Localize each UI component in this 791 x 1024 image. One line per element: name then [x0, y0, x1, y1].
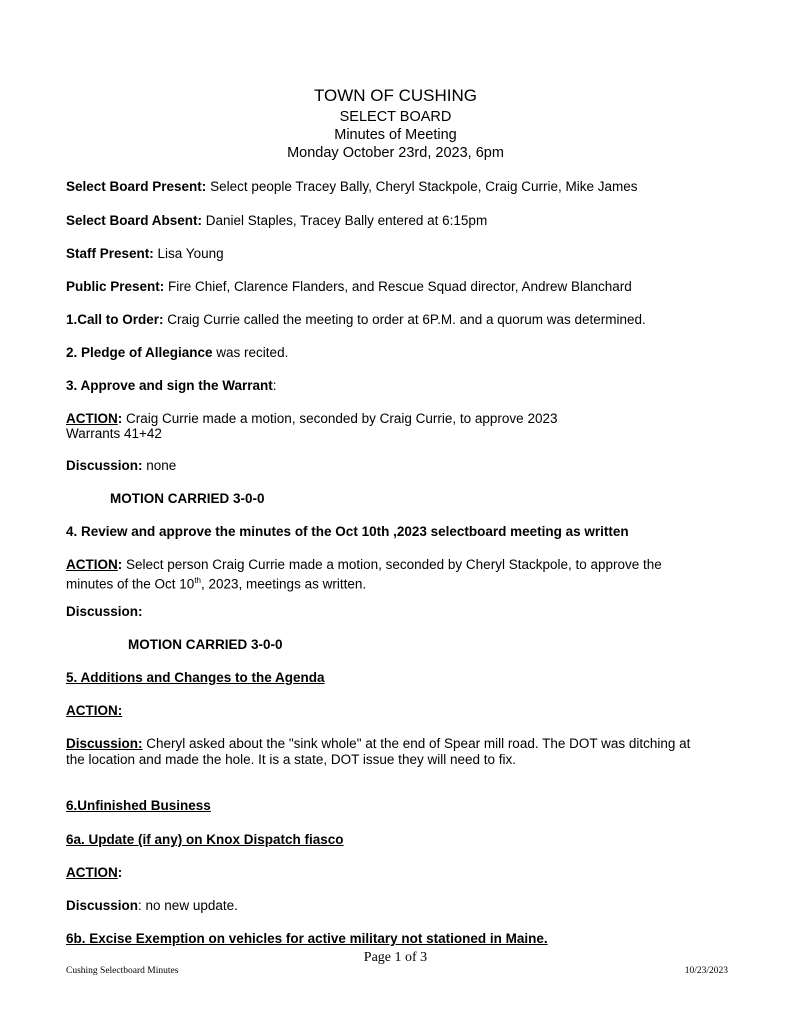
warrant-discussion-text: none: [142, 458, 177, 473]
board-name: SELECT BOARD: [339, 109, 452, 125]
town-title: TOWN OF CUSHING: [313, 86, 478, 105]
warrant-label: 3. Approve and sign the Warrant: [66, 378, 273, 393]
meeting-date: Monday October 23rd, 2023, 6pm: [287, 145, 504, 161]
public-present-text: Fire Chief, Clarence Flanders, and Rescue Squad director, Andrew Blanchard: [164, 279, 632, 294]
board-present-label: Select Board Present:: [66, 179, 207, 194]
knox-dispatch-heading: 6a. Update (if any) on Knox Dispatch fiasco: [66, 832, 344, 847]
discussion-label: Discussion:: [66, 736, 143, 751]
pledge-line: [66, 345, 736, 361]
ordinal-suffix: th: [194, 576, 201, 585]
staff-present-label: Staff Present:: [66, 246, 154, 261]
board-absent-line: [66, 213, 736, 229]
board-present-text: Select people Tracey Bally, Cheryl Stackpole, Craig Currie, Mike James: [206, 179, 638, 194]
warrant-heading: [66, 378, 736, 394]
agenda-action-label: ACTION:: [66, 703, 123, 718]
staff-present-text: Lisa Young: [153, 246, 224, 261]
board-absent-label: Select Board Absent:: [66, 213, 203, 228]
call-to-order-label: 1.Call to Order:: [66, 312, 164, 327]
action-colon: :: [117, 557, 123, 572]
knox-discussion-text: : no new update.: [138, 898, 238, 913]
knox-discussion-line: [66, 898, 736, 914]
document-type: Minutes of Meeting: [334, 127, 457, 143]
page-number: Page 1 of 3: [363, 950, 428, 965]
discussion-label: Discussion:: [66, 458, 143, 473]
footer-date: 10/23/2023: [684, 966, 728, 976]
call-to-order-text: Craig Currie called the meeting to order at 6P.M. and a quorum was determined.: [163, 312, 646, 327]
warrant-action-line: [66, 411, 736, 427]
minutes-action-line-2: [66, 573, 736, 593]
footer-title: Cushing Selectboard Minutes: [66, 966, 179, 976]
action-label: ACTION: [66, 557, 118, 572]
discussion-label: Discussion: [66, 898, 139, 913]
action-label: ACTION: [66, 865, 118, 880]
warrant-colon: :: [272, 378, 277, 393]
agenda-discussion-line: [66, 736, 736, 752]
action-label: ACTION: [66, 411, 118, 426]
pledge-label: 2. Pledge of Allegiance: [66, 345, 213, 360]
minutes-discussion-label: Discussion:: [66, 604, 143, 619]
warrant-motion-result: MOTION CARRIED 3-0-0: [110, 491, 265, 506]
agenda-changes-heading: 5. Additions and Changes to the Agenda: [66, 670, 325, 685]
minutes-action-text-a: minutes of the Oct 10: [66, 576, 195, 592]
action-colon: :: [117, 865, 123, 880]
minutes-action-line: [66, 557, 736, 573]
board-absent-text: Daniel Staples, Tracey Bally entered at 6:15pm: [202, 213, 488, 228]
warrant-action-text: Craig Currie made a motion, seconded by Craig Currie, to approve 2023: [122, 411, 558, 426]
knox-action-line: [66, 865, 736, 881]
public-present-label: Public Present:: [66, 279, 165, 294]
pledge-text: was recited.: [212, 345, 289, 360]
minutes-action-text: Select person Craig Currie made a motion, seconded by Cheryl Stackpole, to approve the: [122, 557, 662, 572]
action-colon: :: [117, 411, 123, 426]
warrant-action-line-2: Warrants 41+42: [66, 426, 162, 441]
minutes-review-heading: 4. Review and approve the minutes of the Oct 10th ,2023 selectboard meeting as written: [66, 524, 629, 539]
call-to-order-line: [66, 312, 736, 328]
excise-exemption-heading: 6b. Excise Exemption on vehicles for active military not stationed in Maine.: [66, 931, 548, 946]
agenda-discussion-text: Cheryl asked about the "sink whole" at the end of Spear mill road. The DOT was ditching at: [142, 736, 691, 751]
board-present-line: [66, 179, 736, 195]
warrant-discussion-line: [66, 458, 736, 474]
minutes-action-text-b: , 2023, meetings as written.: [201, 576, 367, 592]
agenda-discussion-line-2: the location and made the hole. It is a state, DOT issue they will need to fix.: [66, 752, 516, 767]
minutes-motion-result: MOTION CARRIED 3-0-0: [128, 637, 283, 652]
public-present-line: [66, 279, 736, 295]
unfinished-business-heading: 6.Unfinished Business: [66, 798, 211, 813]
staff-present-line: [66, 246, 736, 262]
